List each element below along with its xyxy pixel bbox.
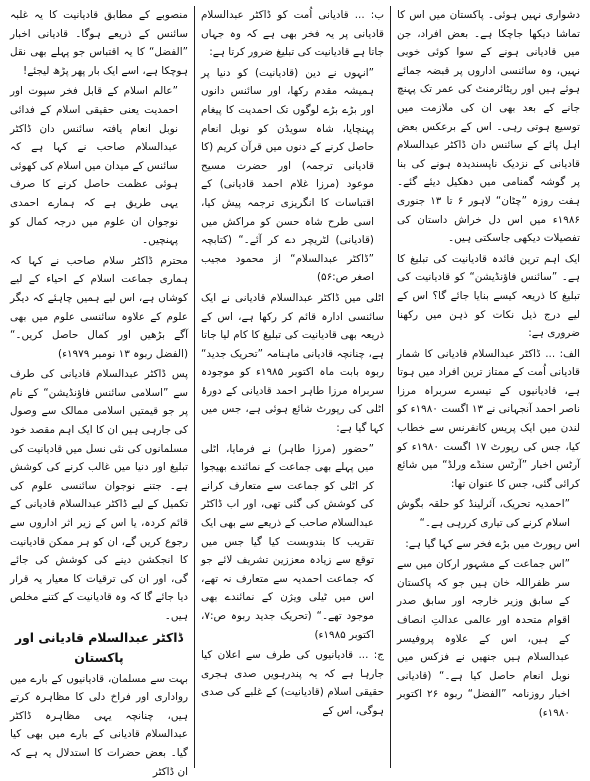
- text-column-middle: [194, 6, 390, 768]
- paragraph: دشواری نہیں ہوئی۔ پاکستان میں اس کا تماشا دیکھا جاچکا ہے۔ بعض افراد، جن میں قادیانی ہونے کے سوا کوئی خوبی نہیں، وہ سائنسی اداروں پر قبضہ جمائے ہوئے ہیں اور ریٹائرمنٹ کی عمر تک پہنچ جانے کے بعد بھی ان کی ملازمت میں توسیع ہوتی رہی۔ اس کے برعکس بعض اہل پائے کے سائنس دان ڈاکٹر عبدالسلام قادیانی کے نزدیک ناپسندیدہ ہونے کی بنا پر گوشہ گمنامی میں دھکیل دیئے گئے۔ ہفت روزہ ”چٹان“ لاہور ۶ تا ۱۳ جنوری ۱۹۸۶ء میں اس دل خراش داستان کی تفصیلات دیکھی جاسکتی ہیں۔: [397, 9, 580, 245]
- quotation: ”احمدیہ تحریک، آئرلینڈ کو حلقہ بگوش اسلام کرنے کی تیاری کررہی ہے۔“: [397, 498, 570, 530]
- paragraph: اس رپورٹ میں بڑے فخر سے کہا گیا ہے:: [405, 537, 580, 550]
- paragraph: بہت سے مسلمان، قادیانیوں کے بارے میں رواداری اور فراخ دلی کا مظاہرہ کرتے ہیں، چنانچہ یہی مظاہرہ ڈاکٹر عبدالسلام قادیانی کے بارے میں بھی کیا گیا۔ بعض حضرات کا استدلال یہ ہے کہ ان ڈاکٹر: [10, 672, 188, 778]
- text-column-right: [390, 6, 586, 768]
- quotation: ”انہوں نے دین (قادیانیت) کو دنیا پر ہمیشہ مقدم رکھا، اور سائنس دانوں اور بڑے بڑے لوگوں تک احمدیت کا پیغام پہنچایا، شاہ سویڈن کو نوبل انعام حاصل کرنے کے دنوں میں قرآن کریم (کا قادیانی ترجمہ) اور حضرت مسیح موعود (مرزا غلام احمد قادیانی) کے اقتباسات کا انگریزی ترجمہ پیش کیا، اسی طرح شاہ حسن کو مراکش میں (قادیانی) لٹریچر دے کر آئے۔“ (کتابچہ ”ڈاکٹر عبدالسلام“ از محمود مجیب اصغر ص:۵۶): [201, 66, 374, 284]
- quotation: ”عالم اسلام کے قابل فخر سپوت اور احمدیت یعنی حقیقی اسلام کے فدائی نوبل انعام یافتہ سائنس دان ڈاکٹر عبدالسلام صاحب نے کہا ہے کہ سائنس کے میدان میں اسلام کی کھوئی ہوئی عظمت حاصل کرنے کا صرف یہی طریق ہے کہ ہمارے احمدی نوجوان ان علوم میں درجہ کمال کو پہنچیں۔: [10, 85, 178, 247]
- paragraph: پس ڈاکٹر عبدالسلام قادیانی کی طرف سے ”اسلامی سائنس فاؤنڈیشن“ کے نام پر جو قیمتیں اسلامی ممالک سے وصول کی جارہی ہیں ان کا ایک اہم مقصد خود مسلمانوں کی نئی نسل میں قادیانیت کی تبلیغ اور دنیا میں غالب کرنے کی کوشش ہے۔ جتنے نوجوان سائنسی علوم کی تکمیل کے لیے ڈاکٹر عبدالسلام قادیانی کے قائم کردہ، یا اس کے زیر اثر اداروں سے رجوع کریں گے، ان کو ہر ممکن قادیانیت کا انجکشن دینے کی کوشش کی جائے گی، اور ان کی ترقیات کا معیار یہ قرار دیا جائے گا کہ وہ قادیانیت کے کتنے مخلص ہیں۔: [10, 368, 188, 622]
- paragraph: ج: ... قادیانیوں کی طرف سے اعلان کیا جارہا ہے کہ یہ پندرہویں صدی ہجری حقیقی اسلام (قادیانیت) کے غلبے کی صدی ہوگی، اس کے: [201, 649, 384, 717]
- paragraph: ب: ... قادیانی اُمت کو ڈاکٹر عبدالسلام قادیانی پر یہ فخر بھی ہے کہ وہ جہاں جاتا ہے قادیانیت کی تبلیغ ضرور کرتا ہے:: [201, 9, 384, 59]
- text-column-left: [4, 6, 194, 778]
- quotation: ”حضور (مرزا طاہر) نے فرمایا، اٹلی میں پہلے بھی جماعت کے نمائندے بھیجوا کر اٹلی کو جماعت سے متعارف کرانے کی کوشش کی گئی تھی، اور اب ڈاکٹر عبدالسلام صاحب کے ذریعے سے بھی ایک تقریب کا بندوبست کیا گیا جس میں توقع سے زیادہ معززین تشریف لائے جو کہ جماعت احمدیہ سے متعارف نہ تھے، اس میں ٹیلی ویژن کے نمائندے بھی موجود تھے۔“ (تحریک جدید ربوہ ص:۷، اکتوبر ۱۹۸۵ء): [201, 442, 374, 641]
- paragraph: الف: ... ڈاکٹر عبدالسلام قادیانی کا شمار قادیانی اُمت کے ممتاز ترین افراد میں ہوتا ہے، قادیانیوں کے تیسرے سربراہ مرزا ناصر احمد آنجہانی نے ۱۳ اگست ۱۹۸۰ء کو لندن میں ایک پریس کانفرنس سے خطاب کیا، جس کی رپورٹ ۱۷ اگست ۱۹۸۰ء کو آرٹس اخبار ”آرٹس سنڈے ورلڈ“ میں شائع کرائی گئی، جس کا عنوان تھا:: [397, 347, 580, 490]
- section-heading: ڈاکٹر عبدالسلام قادیانی اور پاکستان: [14, 629, 184, 665]
- paragraph: محترم ڈاکٹر سلام صاحب نے کہا کہ ہماری جماعت اسلام کے احیاء کے لیے کوشاں ہے، اس لیے ہمیں چاہئے کہ دیگر علوم کے علاوہ سائنسی علوم میں بھی آگے بڑھیں اور کمال حاصل کریں۔“ (الفضل ربوہ ۱۳ نومبر ۱۹۷۹ء): [10, 254, 188, 360]
- quotation: ”اس جماعت کے مشہور ارکان میں سے سر ظفراللہ خان ہیں جو کہ پاکستان کے سابق وزیر خارجہ اور سابق صدر اقوام متحدہ اور عالمی عدالتِ انصاف کے ہیں، اس کے علاوہ پروفیسر عبدالسلام ہیں جنھیں نے فزکس میں نوبل انعام حاصل کیا ہے۔“ (قادیانی اخبار روزنامہ ”الفضل“ ربوہ ۲۶ اکتوبر ۱۹۸۰ء): [397, 558, 570, 719]
- paragraph: منصوبے کے مطابق قادیانیت کا یہ غلبہ سائنس کے ذریعے ہوگا۔ قادیانی اخبار ”الفضل“ کا یہ اقتباس جو پہلے بھی نقل ہوچکا ہے، اسے ایک بار پھر پڑھ لیجئے!: [10, 9, 188, 77]
- paragraph: ایک اہم ترین فائدہ قادیانیت کی تبلیغ کا ہے۔ ”سائنس فاؤنڈیشن“ کو قادیانیت کی تبلیغ کا ذریعہ کیسے بنایا جائے گا؟ اس کے لیے درج ذیل نکات کو ذہن میں رکھنا ضروری ہے:: [397, 252, 580, 340]
- paragraph: اٹلی میں ڈاکٹر عبدالسلام قادیانی نے ایک سائنسی ادارہ قائم کر رکھا ہے، اس کے ذریعہ بھی قادیانیت کی تبلیغ کا کام لیا جاتا ہے، چنانچہ قادیانی ماہنامہ ”تحریک جدید“ ربوہ بابت ماہ اکتوبر ۱۹۸۵ء کو موجودہ سربراہ مرزا طاہر احمد قادیانی کے دورۂ اٹلی کی رپورٹ شائع ہوئی ہے، جس میں کہا گیا ہے:: [201, 291, 385, 435]
